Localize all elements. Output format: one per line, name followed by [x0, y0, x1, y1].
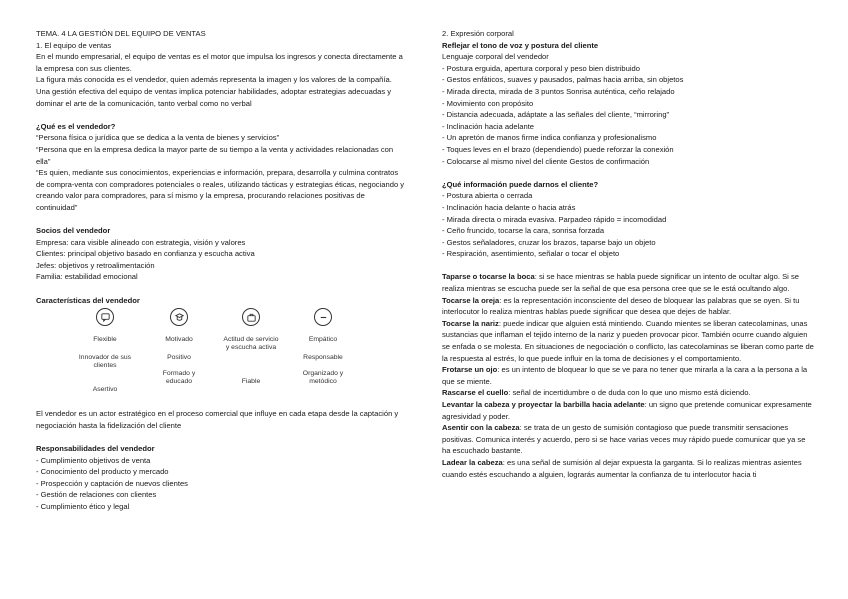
characteristic-label: Motivado: [165, 336, 193, 344]
list-item: - Gestos enfáticos, suaves y pausados, palmas hacia arriba, sin objetos: [442, 75, 684, 85]
section-heading: ¿Qué es el vendedor?: [36, 121, 116, 131]
chat-icon: [96, 308, 114, 326]
list-item: - Inclinación hacia delante o hacia atrás: [442, 202, 576, 212]
characteristic-label: Formado y educado: [162, 370, 196, 386]
gesture-entry: [442, 318, 814, 364]
list-item: - Gestión de relaciones con clientes: [36, 490, 157, 500]
characteristic-label: Responsable: [303, 354, 343, 362]
gesture-term: Tocarse la nariz: [442, 318, 499, 328]
list-item: Jefes: objetivos y retroalimentación: [36, 260, 155, 270]
badge-icon: [170, 308, 188, 326]
quote: “Es quien, mediante sus conocimientos, experiencias e información, prepara, desarrolla y culmina contratos de compra-venta con compradores potenciales o reales, utilizando tácticas y estrategias éticas, negociando y creando valor para compradores, para sí mismo y la empresa, procurando relaciones positivas de continuidad”: [36, 168, 405, 212]
gesture-term: Rascarse el cuello: [442, 388, 509, 398]
list-item: - Distancia adecuada, adáptate a las señales del cliente, “mirroring”: [442, 110, 670, 120]
characteristic-label: Empático: [308, 336, 338, 344]
gesture-description: : puede indicar que alguien está mintiendo. Cuando mientes se liberan catecolaminas, unas sustancias que inflaman el tejido interno de la nariz y pueden provocar picor. También ocurre cuando alguien se enfada o se molesta. En situaciones de negociación o conflicto, las catecolaminas se liberan como parte de la respuesta al estrés, lo que puede influir en la toma de decisiones y el comportamiento.: [442, 318, 814, 363]
paragraph: En el mundo empresarial, el equipo de ventas es el motor que impulsa los ingresos y conecta directamente a la empresa con sus clientes.: [36, 52, 403, 73]
briefcase-icon: [242, 308, 260, 326]
gesture-term: Tocarse la oreja: [442, 295, 500, 305]
list-item: - Prospección y captación de nuevos clientes: [36, 478, 188, 488]
section-heading: 2. Expresión corporal: [442, 29, 514, 38]
characteristics-grid: [36, 308, 408, 408]
right-column: [442, 28, 814, 480]
list-item: - Conocimiento del producto y mercado: [36, 467, 169, 477]
list-item: - Inclinación hacia adelante: [442, 121, 535, 131]
gesture-entry: [442, 295, 814, 318]
list-item: - Postura erguida, apertura corporal y peso bien distribuido: [442, 63, 640, 73]
gesture-description: : si se hace mientras se habla puede significar un intento de ocultar algo. Si se realiza mientras se escucha puede ser la señal de que esa persona cree que se le está ocultando algo.: [442, 272, 799, 294]
gesture-description: : es la representación inconsciente del deseo de bloquear las palabras que se oyen. Si tu interlocutor lo realiza mientras hablas puede significar que desea que dejes de hablar.: [442, 295, 800, 317]
characteristic-label: Flexible: [93, 336, 117, 344]
list-item: - Postura abierta o cerrada: [442, 191, 533, 201]
list-item: - Cumplimiento objetivos de venta: [36, 455, 151, 465]
paragraph: El vendedor es un actor estratégico en el proceso comercial que influye en cada etapa desde la captación y negociación hasta la fidelización del cliente: [36, 409, 399, 430]
list-item: - Movimiento con propósito: [442, 98, 534, 108]
gesture-description: : señal de incertidumbre o de duda con lo que uno mismo está diciendo.: [508, 388, 751, 398]
list-item: Clientes: principal objetivo basado en confianza y escucha activa: [36, 249, 255, 259]
gesture-entry: [442, 387, 814, 399]
gesture-term: Frotarse un ojo: [442, 365, 498, 375]
characteristic-label: Actitud de servicio y escucha activa: [223, 336, 279, 352]
characteristic-label: Asertivo: [92, 386, 118, 394]
gesture-entry: [442, 364, 814, 387]
minus-circle-icon: [314, 308, 332, 326]
list-item: - Respiración, asentimiento, señalar o tocar el objeto: [442, 249, 620, 259]
gesture-entry: [442, 457, 814, 480]
characteristic-label: Organizado y metódico: [302, 370, 344, 386]
gesture-term: Levantar la cabeza y proyectar la barbilla hacia adelante: [442, 400, 645, 409]
subheading: Reflejar el tono de voz y postura del cliente: [442, 40, 599, 50]
list-item: - Cumplimiento ético y legal: [36, 502, 130, 511]
characteristic-label: Innovador de sus clientes: [78, 354, 132, 370]
page-title: TEMA. 4 LA GESTIÓN DEL EQUIPO DE VENTAS: [36, 29, 206, 38]
characteristic-label: Fiable: [241, 378, 261, 386]
section-heading: 1. El equipo de ventas: [36, 40, 112, 50]
quote: “Persona que en la empresa dedica la mayor parte de su tiempo a la venta y actividades relacionadas con ella”: [36, 144, 394, 166]
gesture-description: : un signo que pretende comunicar expresamente agresividad y poder.: [442, 400, 812, 421]
gesture-entry: [442, 422, 814, 457]
gesture-description: : se trata de un gesto de sumisión contagioso que puede transmitir sensaciones positivas. Comunica interés y acuerdo, pero si se hace varias veces muy rápido puede comunicar que ya se ha escuchado bastante.: [442, 423, 806, 456]
quote: “Persona física o jurídica que se dedica a la venta de bienes y servicios”: [36, 133, 280, 143]
list-item: Familia: estabilidad emocional: [36, 272, 138, 282]
gesture-term: Taparse o tocarse la boca: [442, 272, 535, 282]
list-item: - Un apretón de manos firme indica confianza y profesionalismo: [442, 133, 657, 143]
paragraph: La figura más conocida es el vendedor, quien además representa la imagen y los valores de la compañía.: [36, 75, 392, 85]
characteristic-label: Positivo: [167, 354, 191, 362]
list-item: - Mirada directa o mirada evasiva. Parpadeo rápido = incomodidad: [442, 214, 667, 224]
gesture-term: Ladear la cabeza: [442, 457, 503, 467]
section-heading: ¿Qué información puede darnos el cliente?: [442, 179, 599, 189]
list-item: - Ceño fruncido, tocarse la cara, sonrisa forzada: [442, 226, 605, 236]
gesture-entry: [442, 271, 814, 294]
list-item: - Toques leves en el brazo (dependiendo) puede reforzar la conexión: [442, 144, 674, 154]
list-item: Empresa: cara visible alineado con estrategia, visión y valores: [36, 237, 246, 247]
section-heading: Características del vendedor: [36, 295, 140, 305]
paragraph: Una gestión efectiva del equipo de ventas implica potenciar habilidades, adoptar estrategias adecuadas y dominar el arte de la comunicación, tanto verbal como no verbal: [36, 86, 392, 108]
gesture-entry: [442, 399, 814, 422]
section-heading: Socios del vendedor: [36, 226, 111, 236]
list-item: - Mirada directa, mirada de 3 puntos Sonrisa auténtica, ceño relajado: [442, 86, 675, 96]
gesture-description: : es un intento de bloquear lo que se ve para no tener que mirarla a la cara a la persona a la que se miente.: [442, 365, 808, 386]
section-heading: Responsabilidades del vendedor: [36, 444, 155, 454]
list-item: Lenguaje corporal del vendedor: [442, 52, 549, 62]
left-column: [36, 28, 408, 513]
gesture-term: Asentir con la cabeza: [442, 423, 520, 433]
gesture-description: : es una señal de sumisión al dejar expuesta la garganta. Si lo realizas mientras asientes cuando estés escuchando a alguien, lograrás aumentar la confianza de tu interlocutor hacia ti: [442, 457, 802, 479]
list-item: - Colocarse al mismo nivel del cliente Gestos de confirmación: [442, 156, 650, 166]
list-item: - Gestos señaladores, cruzar los brazos, taparse bajo un objeto: [442, 237, 656, 247]
